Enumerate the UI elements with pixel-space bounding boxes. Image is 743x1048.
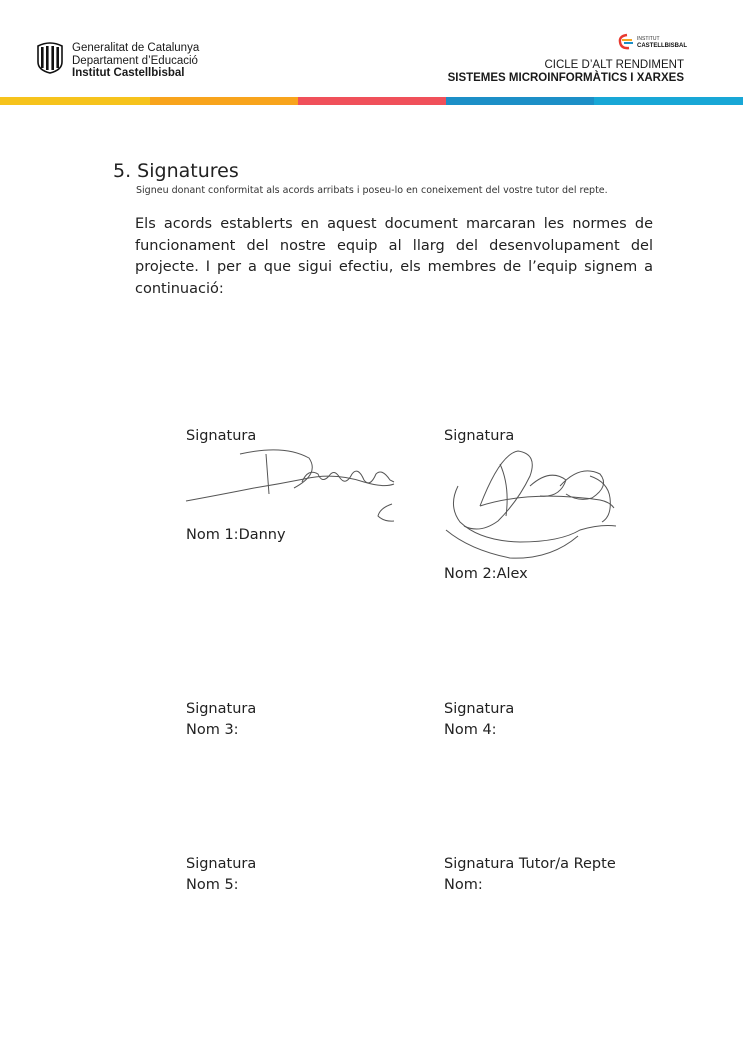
signature-label-tutor: Signatura Tutor/a Repte	[444, 856, 616, 872]
handwritten-signature-danny	[184, 446, 396, 524]
cycle-title: CICLE D’ALT RENDIMENT	[544, 59, 684, 71]
signature-name-tutor: Nom:	[444, 877, 483, 893]
cycle-subtitle: SISTEMES MICROINFORMÀTICS I XARXES	[447, 72, 684, 84]
signature-label-1: Signatura	[186, 428, 257, 444]
color-bar-segment	[0, 97, 150, 105]
color-bar-segment	[150, 97, 298, 105]
signature-label-4: Signatura	[444, 701, 515, 717]
signature-label-5: Signatura	[186, 856, 257, 872]
generalitat-logo-icon	[36, 42, 64, 74]
color-bar-segment	[446, 97, 594, 105]
logo-line-2: CASTELLBISBAL	[637, 43, 687, 49]
header-org-line-1: Generalitat de Catalunya	[72, 42, 200, 54]
section-subtitle: Signeu donant conformitat als acords arribats i poseu-lo en coneixement del vostre tutor del repte.	[136, 185, 608, 196]
signature-name-5: Nom 5:	[186, 877, 239, 893]
handwritten-signature-alex	[440, 446, 620, 564]
header-org-line-2: Departament d’Educació	[72, 54, 198, 67]
agreement-paragraph: Els acords establerts en aquest document marcaran les normes de funcionament del nostre equip al llarg del desenvolupament del projecte. I per a que sigui efectiu, els membres de l’equip signem a continuació:	[135, 216, 653, 297]
header-left	[36, 42, 199, 80]
signature-name-4: Nom 4:	[444, 722, 497, 738]
signature-name-1: Nom 1:Danny	[186, 527, 286, 543]
color-bar-segment	[298, 97, 446, 105]
institut-castellbisbal-logo-icon	[617, 33, 687, 51]
signature-label-3: Signatura	[186, 701, 257, 717]
signature-label-2: Signatura	[444, 428, 515, 444]
section-title: 5. Signatures	[113, 160, 239, 182]
signature-name-2: Nom 2:Alex	[444, 566, 528, 582]
signature-name-3: Nom 3:	[186, 722, 239, 738]
header-color-bar	[0, 97, 743, 105]
header-org-line-3: Institut Castellbisbal	[72, 67, 185, 79]
color-bar-segment	[594, 97, 743, 105]
logo-line-1: INSTITUT	[637, 36, 660, 42]
